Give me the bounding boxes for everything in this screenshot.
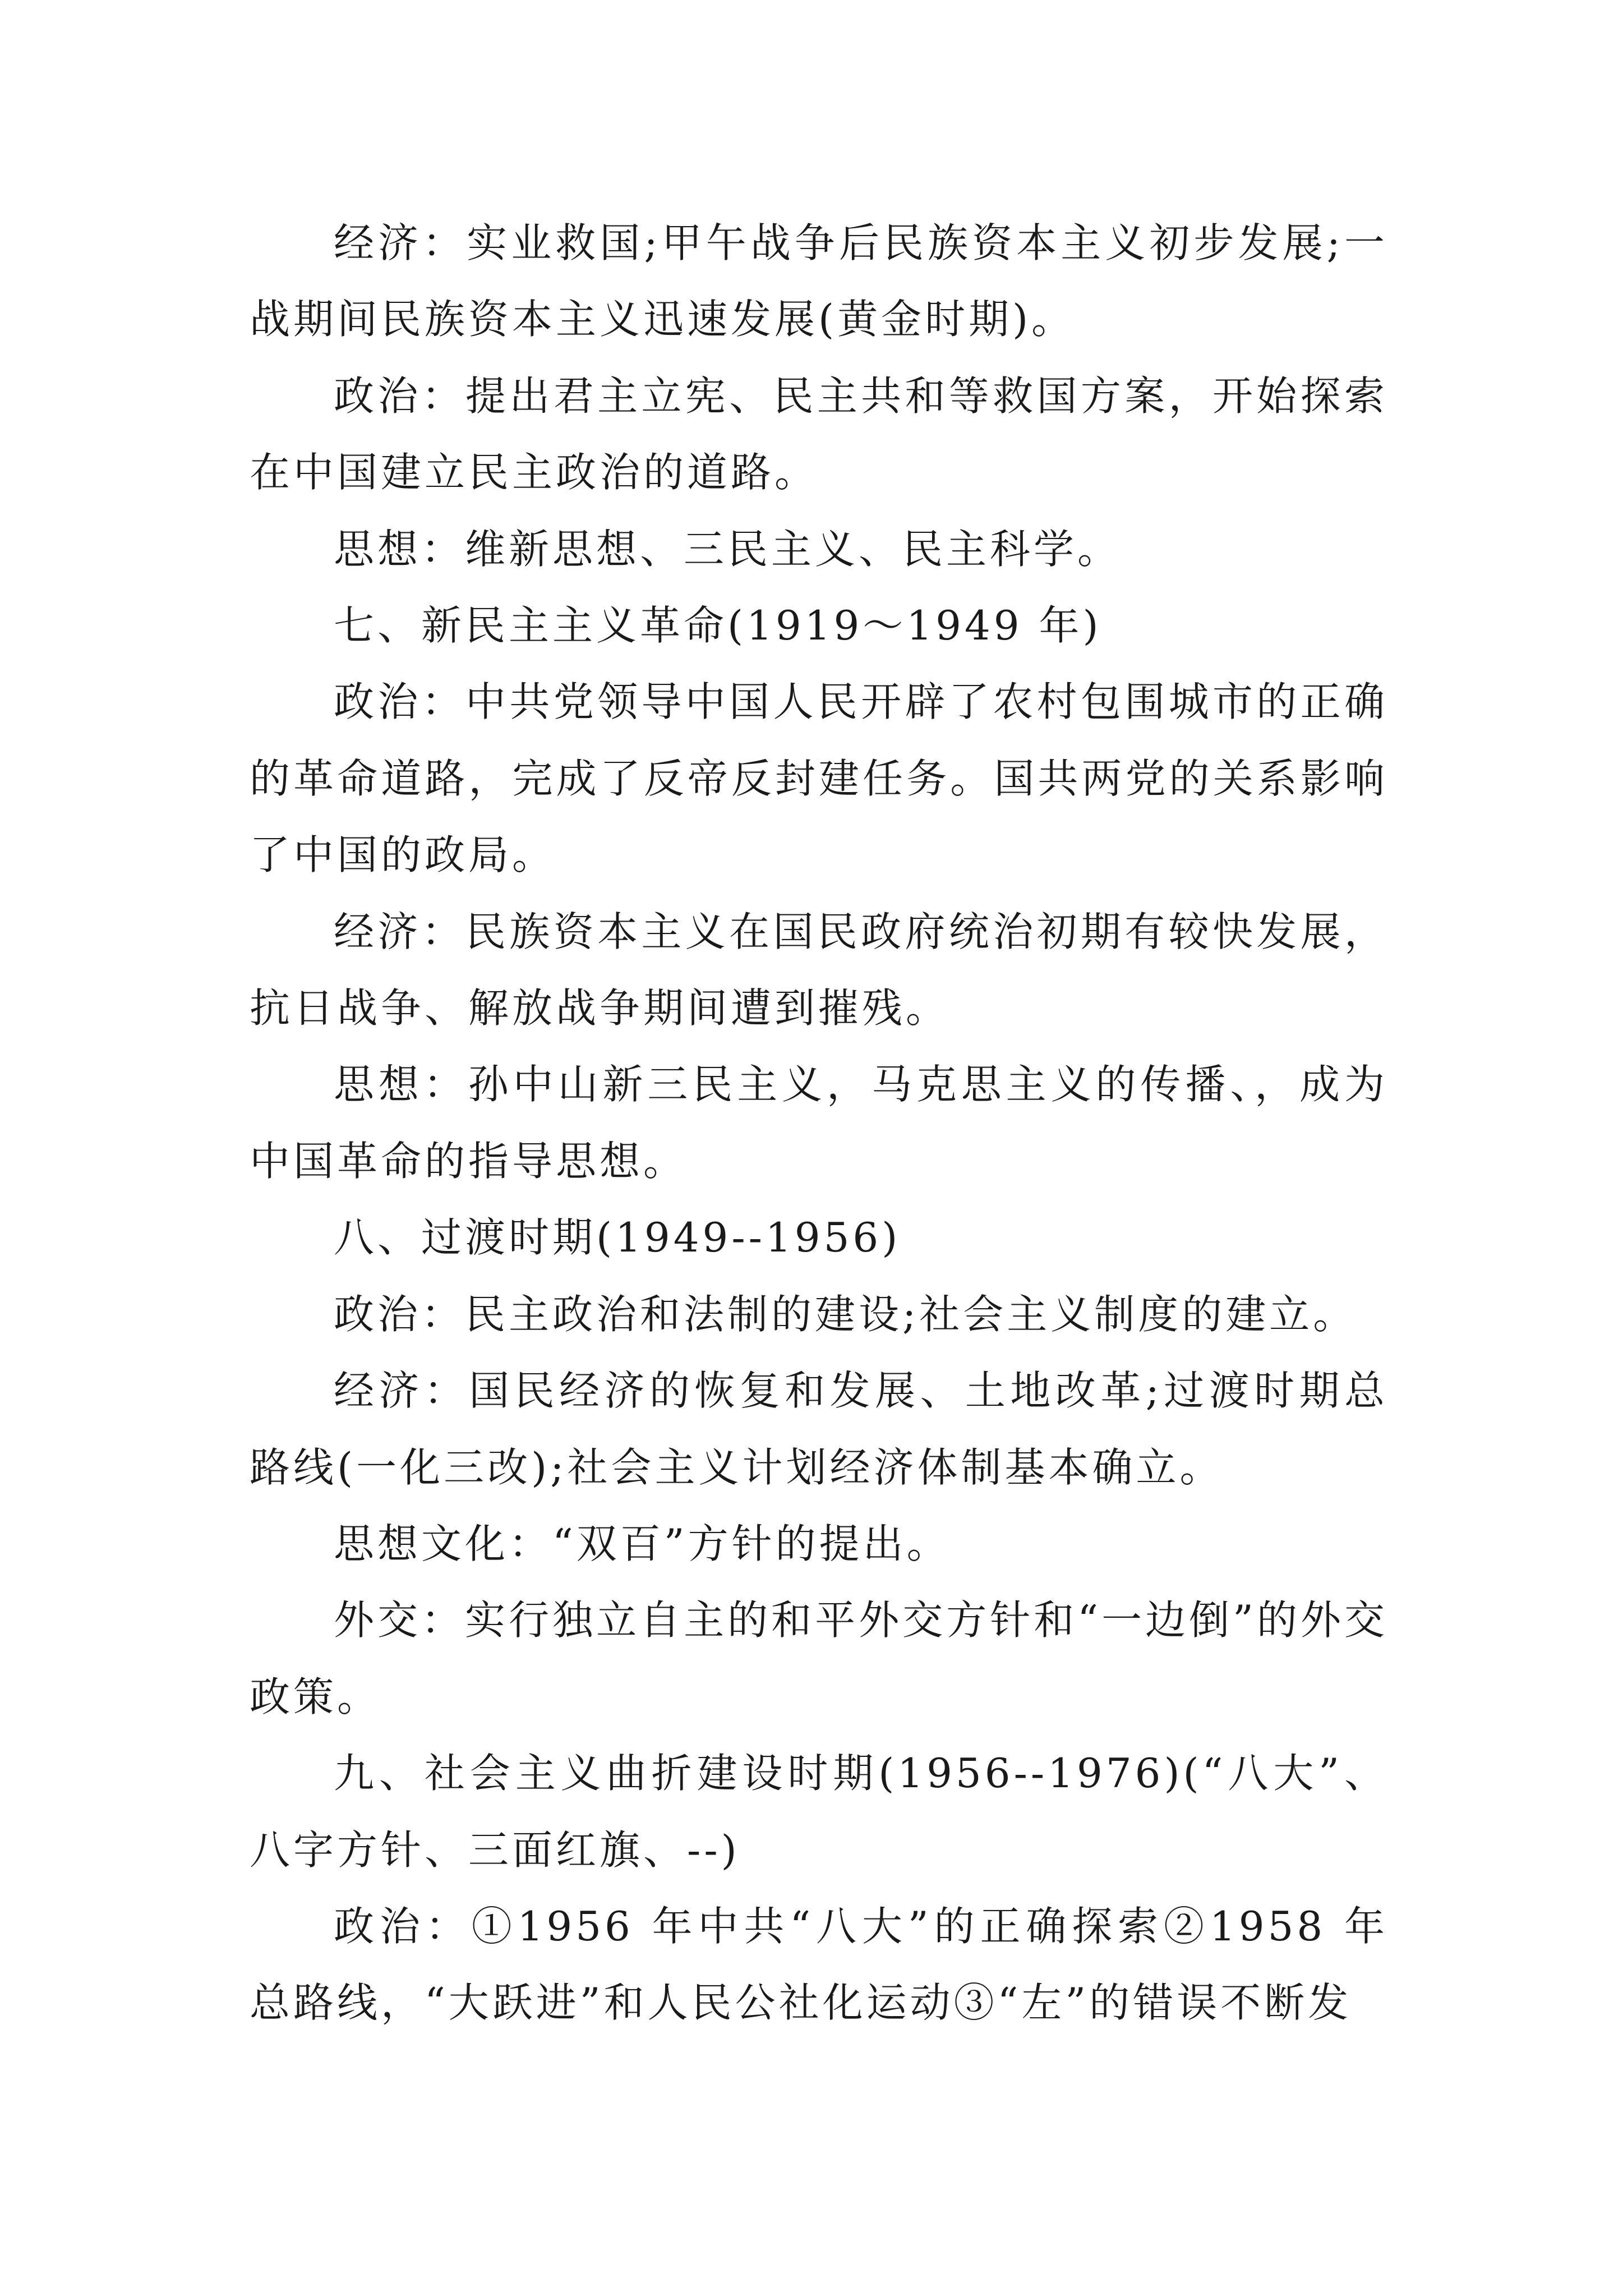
paragraph-thought-1: 思想：维新思想、三民主义、民主科学。 (334, 525, 1122, 573)
paragraph-economy-1: 经济：实业救国;甲午战争后民族资本主义初步发展;一战期间民族资本主义迅速发展(黄金时期)。 (250, 219, 1388, 343)
paragraph-culture-3: 思想文化：“双百”方针的提出。 (334, 1520, 951, 1567)
section-heading-socialist-construction: 九、社会主义曲折建设时期(1956--1976)(“八大”、八字方针、三面红旗、--) (250, 1750, 1388, 1874)
section-heading-transition-period: 八、过渡时期(1949--1956) (334, 1214, 901, 1262)
paragraph-economy-3: 经济：国民经济的恢复和发展、土地改革;过渡时期总路线(一化三改);社会主义计划经济体制基本确立。 (250, 1367, 1388, 1491)
paragraph-thought-2: 思想：孙中山新三民主义，马克思主义的传播、，成为中国革命的指导思想。 (250, 1061, 1388, 1185)
paragraph-politics-1: 政治：提出君主立宪、民主共和等救国方案，开始探索在中国建立民主政治的道路。 (250, 372, 1388, 496)
section-heading-new-democratic-revolution: 七、新民主主义革命(1919～1949 年) (334, 602, 1102, 650)
paragraph-politics-2: 政治：中共党领导中国人民开辟了农村包围城市的正确的革命道路，完成了反帝反封建任务。国共两党的关系影响了中国的政局。 (250, 678, 1388, 879)
document-body (250, 205, 1388, 2041)
paragraph-politics-3: 政治：民主政治和法制的建设;社会主义制度的建立。 (334, 1290, 1357, 1338)
paragraph-economy-2: 经济：民族资本主义在国民政府统治初期有较快发展，抗日战争、解放战争期间遭到摧残。 (250, 908, 1388, 1032)
paragraph-politics-4: 政治：①1956 年中共“八大”的正确探索②1958 年总路线，“大跃进”和人民公社化运动③“左”的错误不断发 (250, 1902, 1388, 2027)
paragraph-diplomacy-3: 外交：实行独立自主的和平外交方针和“一边倒”的外交政策。 (250, 1596, 1388, 1720)
